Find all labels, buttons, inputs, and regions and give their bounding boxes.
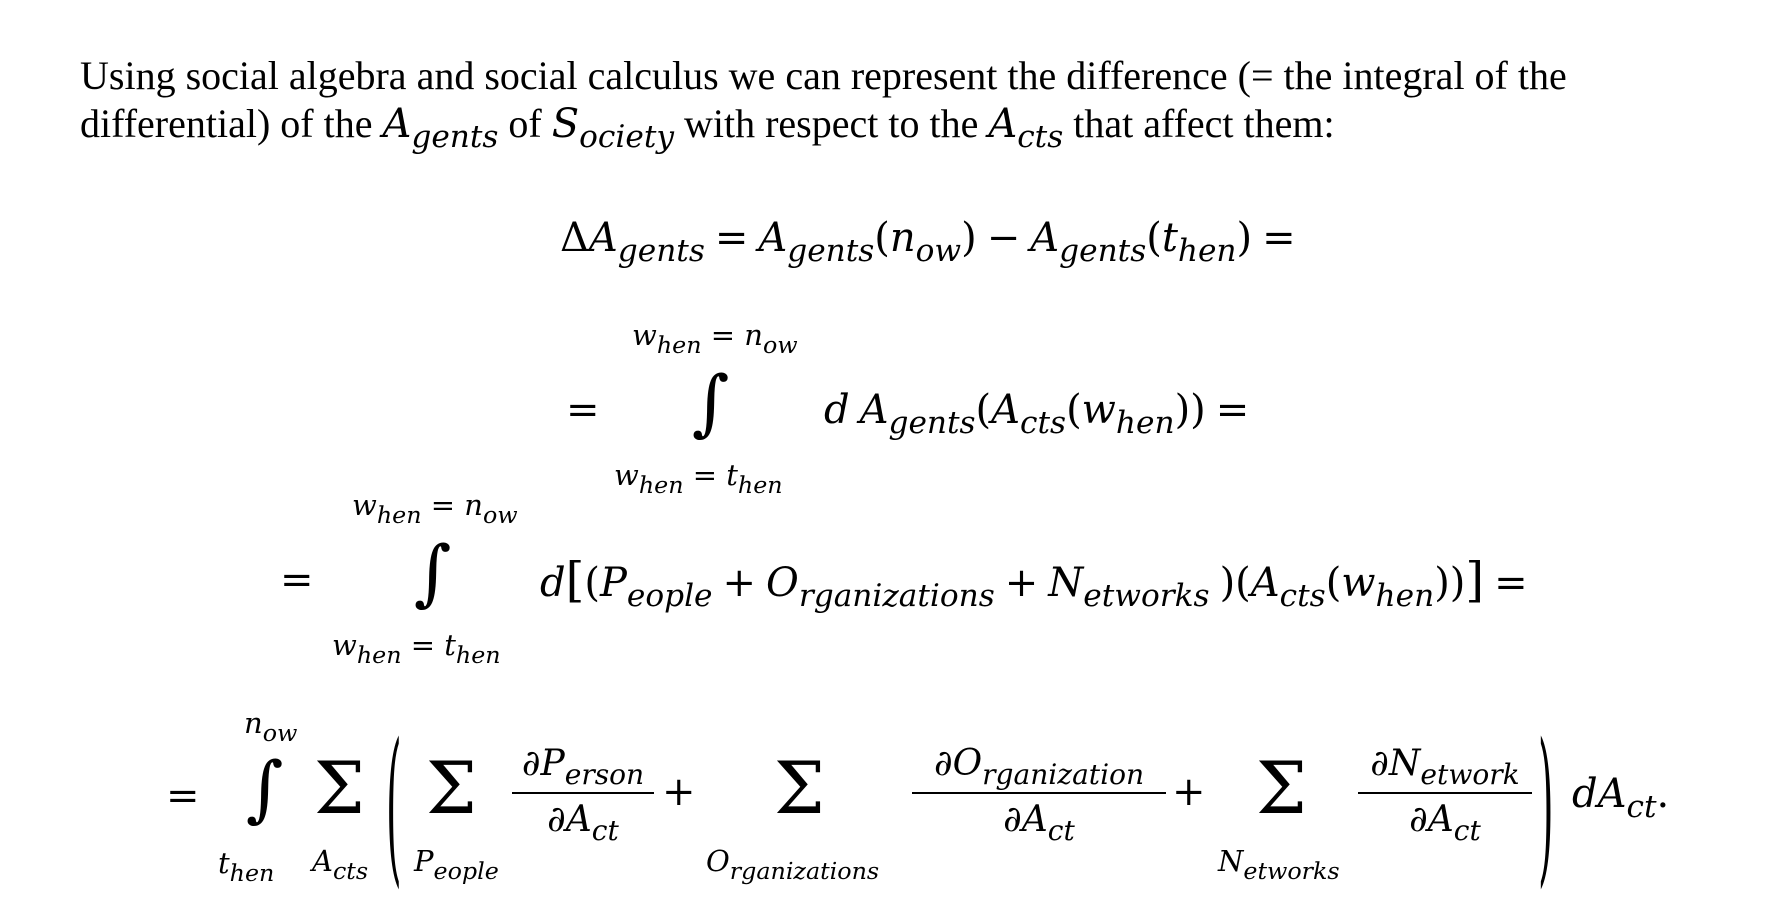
intro-text-1: Using social algebra and social calculus we can represent the difference (= the integral of the differential) of the [80,53,1567,146]
intro-text-2: of [508,101,542,146]
fraction-organization [912,742,1166,847]
sum-index-acts: $A_{cts}$ [312,844,369,885]
lower-limit: $w_{hen} = t_{hen}$ [614,458,783,499]
numerator: $\partial P_{erson}$ [521,743,645,791]
lower-limit: $t_{hen}$ [218,846,275,887]
integral-sign: ∫ [692,360,730,444]
plus-sign: + [662,769,696,815]
equation-line-1: $\Delta A_{gents} = A_{gents}(n_{ow}) - A_{gents}(t_{hen})$ = [560,215,1296,269]
denominator: $\partial A_{ct}$ [1409,799,1481,847]
fraction-person [512,742,654,847]
lower-limit: $w_{hen} = t_{hen}$ [332,628,501,669]
sum-sign-organizations: Σ [774,746,825,830]
sum-sign-acts: Σ [314,746,365,830]
intro-text-4: that affect them: [1073,101,1335,146]
intro-paragraph [80,52,1760,155]
integral-sign: ∫ [246,746,284,830]
fraction-network [1358,742,1532,847]
upper-limit: $w_{hen} = n_{ow}$ [352,488,518,529]
equation-line-2: d $A_{gents}(A_{cts}(w_{hen}))$ = [824,387,1250,441]
numerator: $\partial N_{etwork}$ [1370,743,1520,791]
society-symbol: $S_{ociety}$ [551,101,674,155]
acts-symbol: $A_{cts}$ [988,101,1064,155]
right-parenthesis: ) [1538,712,1554,906]
equation-line-3: $d[(P_{eople} + O_{rganizations} + N_{etworks}$ )$(A_{cts}(w_{hen}))$] = [540,552,1528,614]
denominator: $\partial A_{ct}$ [1003,799,1075,847]
sum-index-organizations: $O_{rganizations}$ [706,844,880,885]
differential-act: $dA_{ct}$. [1572,771,1670,825]
agents-symbol: $A_{gents}$ [382,101,499,155]
upper-limit: $w_{hen} = n_{ow}$ [632,318,798,359]
integral-sign: ∫ [414,530,452,614]
numerator: $\partial O_{rganization}$ [933,743,1145,791]
upper-limit: $n_{ow}$ [244,706,298,747]
equals-sign: = [166,773,200,819]
sum-index-networks: $N_{etworks}$ [1218,844,1340,885]
sum-sign-people: Σ [426,746,477,830]
plus-sign: + [1172,769,1206,815]
sum-sign-networks: Σ [1256,746,1307,830]
intro-text-3: with respect to the [683,101,979,146]
equals-sign: = [566,387,600,433]
sum-index-people: $P_{eople}$ [414,844,499,885]
denominator: $\partial A_{ct}$ [547,799,619,847]
equals-sign: = [280,557,314,603]
left-parenthesis: ( [386,712,402,906]
